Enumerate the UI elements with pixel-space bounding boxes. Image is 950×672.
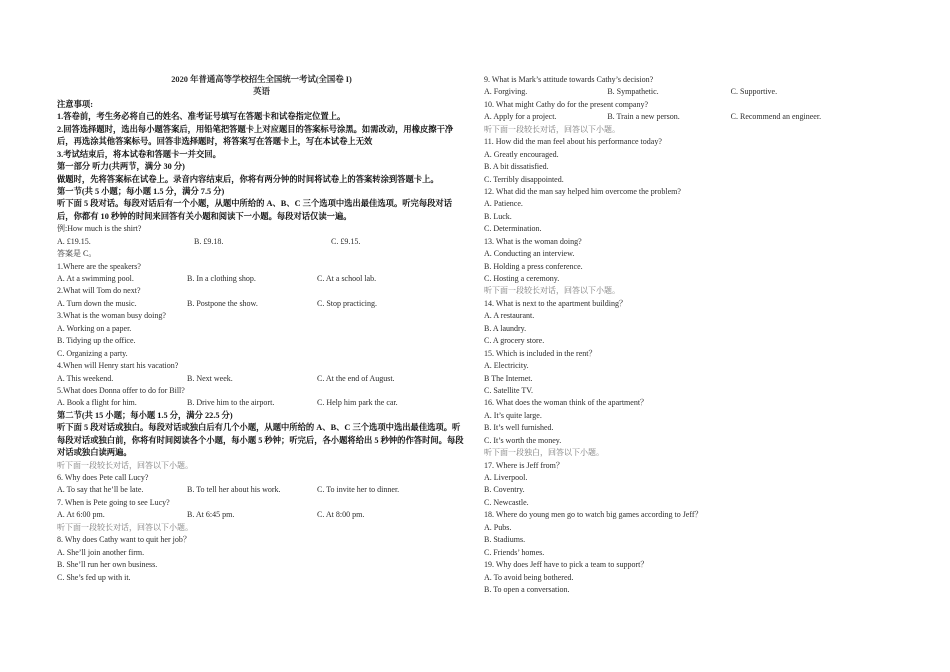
option-text: B. At 6:45 pm. [187, 510, 235, 520]
option-text: A. It’s quite large. [484, 410, 542, 420]
option-text: C. Terribly disappointed. [484, 174, 564, 184]
option-text: C. Help him park the car. [317, 398, 398, 408]
option-text: C. Stop practicing. [317, 298, 377, 308]
question-text: 例:How much is the shirt? [57, 224, 142, 234]
right-column [484, 74, 854, 596]
option-text: C. To invite her to dinner. [317, 485, 400, 495]
option-text: C. Newcastle. [484, 497, 529, 507]
option-text: A. Working on a paper. [57, 323, 132, 333]
option-text: A. Patience. [484, 199, 523, 209]
question-text: 9. What is Mark’s attitude towards Cathy’s decision? [484, 75, 654, 84]
option-text: A. This weekend. [57, 373, 114, 383]
option-text: B The Internet. [484, 373, 533, 383]
instruction-text: 听下面 5 段对话。每段对话后有一个小题，从题中所给的 A、B、C 三个选项中选出最佳选项。听完每段对话后，你都有 10 秒钟的时间来回答有关小题和阅读下一小题。每段对话仅读一遍。 [57, 199, 453, 221]
option-text: A. To say that he’ll be late. [57, 485, 144, 495]
option-text: C. Friends’ homes. [484, 547, 545, 557]
option-text: C. Supportive. [730, 87, 778, 97]
option-text: A. Book a flight for him. [57, 398, 137, 408]
left-column [57, 74, 468, 584]
question-text: 19. Why does Jeff have to pick a team to support？ [484, 560, 649, 570]
question-text: 10. What might Cathy do for the present company? [484, 99, 649, 109]
option-row [57, 373, 468, 385]
option-text: A. She’ll join another firm. [57, 547, 145, 557]
option-text: C. At 8:00 pm. [317, 510, 365, 520]
option-text: C. Hosting a ceremony. [484, 274, 560, 283]
option-text: B. Drive him to the airport. [187, 398, 275, 408]
question-text: 17. Where is Jeff from？ [484, 460, 564, 470]
heading: 英语 [253, 87, 270, 97]
option-row [57, 484, 468, 496]
question-text: 8. Why does Cathy want to quit her job？ [57, 535, 191, 545]
question-text: 6. Why does Pete call Lucy? [57, 473, 149, 482]
question-text: 5.What does Donna offer to do for Bill? [57, 385, 185, 395]
option-text: A. £19.15. [57, 236, 91, 246]
option-text: B. Tidying up the office. [57, 336, 136, 346]
option-row [57, 236, 468, 248]
option-text: B. Postpone the show. [187, 298, 258, 308]
option-text: B. To open a conversation. [484, 584, 570, 594]
instruction-text: 2.回答选择题时，选出每小题答案后，用铅笔把答题卡上对应题目的答案标号涂黑。如需改动，用橡皮擦干净后，再选涂其他答案标号。回答非选择题时，将答案写在答题卡上，写在本试卷上无效 [57, 124, 454, 147]
option-text: A. Forgiving. [484, 87, 528, 97]
listening-note: 听下面一段独白，回答以下小题。 [484, 448, 604, 458]
option-text: A. To avoid being bothered. [484, 572, 574, 582]
option-text: B. Next week. [187, 373, 233, 383]
question-text: 1.Where are the speakers? [57, 261, 141, 271]
option-text: A. Liverpool. [484, 473, 528, 482]
listening-note: 听下面一段较长对话，回答以下小题。 [57, 522, 193, 532]
option-row [57, 298, 468, 310]
option-row [57, 397, 468, 409]
option-text: C. Organizing a party. [57, 348, 128, 358]
option-text: B. Coventry. [484, 485, 525, 495]
option-text: B. Sympathetic. [607, 87, 659, 97]
option-row [57, 273, 468, 285]
option-text: A. Turn down the music. [57, 298, 137, 308]
option-text: C. £9.15. [331, 236, 361, 246]
option-text: A. At a swimming pool. [57, 274, 134, 283]
listening-note: 听下面一段较长对话，回答以下小题。 [57, 460, 193, 470]
option-row [484, 86, 854, 98]
question-text: 18. Where do young men go to watch big games according to Jeff？ [484, 510, 703, 520]
question-text: 14. What is next to the apartment building？ [484, 298, 627, 308]
option-text: B. It’s well furnished. [484, 423, 554, 433]
question-text: 13. What is the woman doing? [484, 236, 582, 246]
instruction-text: 第一部分 听力(共两节，满分 30 分) [57, 162, 185, 172]
option-text: B. To tell her about his work. [187, 485, 281, 495]
question-text: 11. How did the man feel about his performance today? [484, 137, 662, 147]
option-row [57, 509, 468, 521]
question-text: 16. What does the woman think of the apartment？ [484, 398, 649, 408]
instruction-text: 第一节(共 5 小题；每小题 1.5 分，满分 7.5 分) [57, 186, 225, 196]
option-text: C. It’s worth the money. [484, 435, 562, 445]
question-text: 3.What is the woman busy doing? [57, 311, 166, 321]
instruction-text: 注意事项: [57, 99, 93, 109]
option-text: A. Apply for a project. [484, 112, 557, 122]
option-text: B. Luck. [484, 211, 512, 221]
question-text: 2.What will Tom do next? [57, 286, 141, 296]
listening-note: 听下面一段较长对话，回答以下小题。 [484, 286, 620, 296]
instruction-text: 做题时，先将答案标在试卷上。录音内容结束后，你将有两分钟的时间将试卷上的答案转涂到答题卡上。 [57, 174, 439, 184]
option-text: B. Train a new person. [607, 112, 680, 122]
option-text: A. Pubs. [484, 522, 512, 532]
instruction-text: 第二节(共 15 小题；每小题 1.5 分，满分 22.5 分) [57, 410, 233, 420]
option-text: C. At the end of August. [317, 373, 395, 383]
option-text: B. A bit dissatisfied. [484, 162, 549, 172]
option-text: C. Satellite TV. [484, 385, 534, 395]
question-text: 12. What did the man say helped him overcome the problem? [484, 186, 681, 196]
question-text: 15. Which is included in the rent？ [484, 348, 597, 358]
listening-note: 听下面一段较长对话，回答以下小题。 [484, 124, 620, 134]
option-text: C. A grocery store. [484, 336, 545, 346]
option-text: C. At a school lab. [317, 274, 377, 283]
option-text: C. She’s fed up with it. [57, 572, 131, 582]
option-text: B. A laundry. [484, 323, 527, 333]
option-text: B. £9.18. [194, 236, 224, 246]
option-text: A. Greatly encouraged. [484, 149, 559, 159]
option-row [484, 111, 854, 123]
option-text: C. Determination. [484, 224, 542, 234]
instruction-text: 3.考试结束后，将本试卷和答题卡一并交回。 [57, 149, 221, 159]
question-text: 答案是 C。 [57, 249, 97, 259]
option-text: A. At 6:00 pm. [57, 510, 105, 520]
instruction-text: 听下面 5 段对话或独白。每段对话或独白后有几个小题，从题中所给的 A、B、C 三个选项中选出最佳选项。听每段对话或独白前，你将有时间阅读各个小题，每小题 5 秒钟；听完后，各小题将给出 5 秒钟的作答时间。每段对话或独白读两遍。 [57, 423, 464, 458]
option-text: B. Holding a press conference. [484, 261, 583, 271]
option-text: B. In a clothing shop. [187, 274, 256, 283]
option-text: C. Recommend an engineer. [730, 112, 822, 122]
heading: 2020 年普通高等学校招生全国统一考试(全国卷 I) [171, 75, 352, 84]
option-text: A. Electricity. [484, 361, 529, 371]
option-text: B. Stadiums. [484, 535, 526, 545]
question-text: 4.When will Henry start his vacation? [57, 361, 179, 371]
option-text: A. A restaurant. [484, 311, 535, 321]
option-text: B. She’ll run her own business. [57, 560, 158, 570]
option-text: A. Conducting an interview. [484, 249, 575, 259]
instruction-text: 1.答卷前，考生务必将自己的姓名、准考证号填写在答题卡和试卷指定位置上。 [57, 112, 346, 122]
question-text: 7. When is Pete going to see Lucy? [57, 497, 170, 507]
